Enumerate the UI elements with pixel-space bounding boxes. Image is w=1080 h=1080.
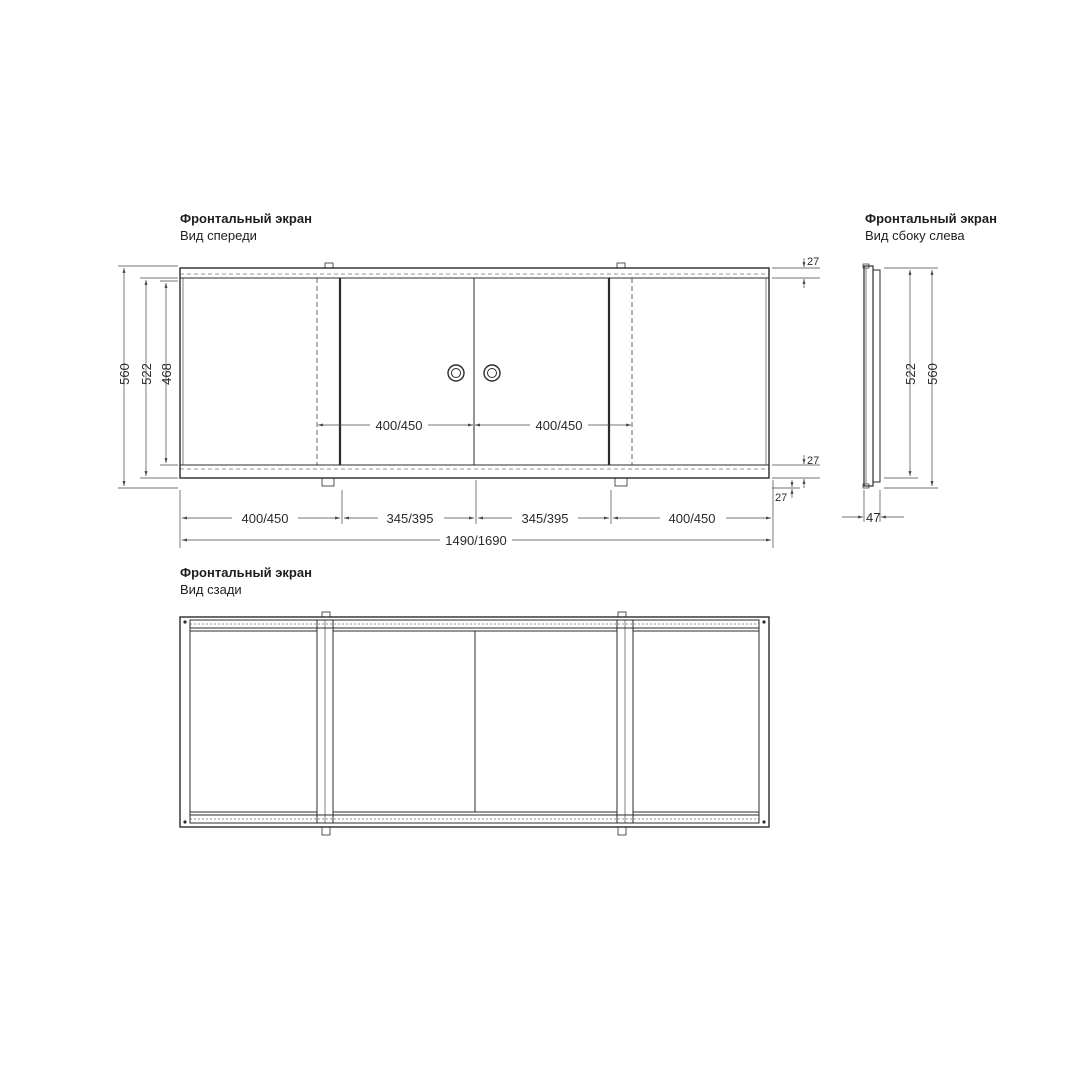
dim-468-label: 468 bbox=[159, 363, 174, 385]
dim-bottom-2-label: 345/395 bbox=[386, 511, 434, 526]
side-dim-522-label: 522 bbox=[903, 363, 918, 385]
side-dim-560-label: 560 bbox=[925, 363, 940, 385]
front-view-title: Фронтальный экран bbox=[180, 211, 312, 226]
dim-522-label: 522 bbox=[139, 363, 154, 385]
side-view-title: Фронтальный экран bbox=[865, 211, 997, 226]
dim-27-top-label: 27 bbox=[807, 256, 820, 268]
dim-inner-right-label: 400/450 bbox=[535, 418, 583, 433]
back-view-subtitle: Вид сзади bbox=[180, 582, 242, 597]
side-dim-47-label: 47 bbox=[866, 510, 881, 525]
front-view-drawing bbox=[180, 263, 769, 486]
dim-560-label: 560 bbox=[117, 363, 132, 385]
door-handle-left-icon bbox=[448, 365, 464, 381]
front-view-subtitle: Вид спереди bbox=[180, 228, 257, 243]
dim-27-bottom-label: 27 bbox=[775, 492, 788, 504]
door-handle-right-icon bbox=[484, 365, 500, 381]
back-view-title: Фронтальный экран bbox=[180, 565, 312, 580]
dim-bottom-3-label: 345/395 bbox=[521, 511, 569, 526]
side-view-subtitle: Вид сбоку слева bbox=[865, 228, 965, 243]
back-view-drawing bbox=[180, 612, 769, 835]
dim-27-mid-label: 27 bbox=[807, 455, 820, 467]
dim-inner-left-label: 400/450 bbox=[375, 418, 423, 433]
dim-total-label: 1490/1690 bbox=[445, 533, 507, 548]
side-dimensions bbox=[842, 268, 938, 522]
side-view-drawing bbox=[863, 264, 880, 488]
dim-bottom-1-label: 400/450 bbox=[241, 511, 289, 526]
dim-bottom-4-label: 400/450 bbox=[668, 511, 716, 526]
